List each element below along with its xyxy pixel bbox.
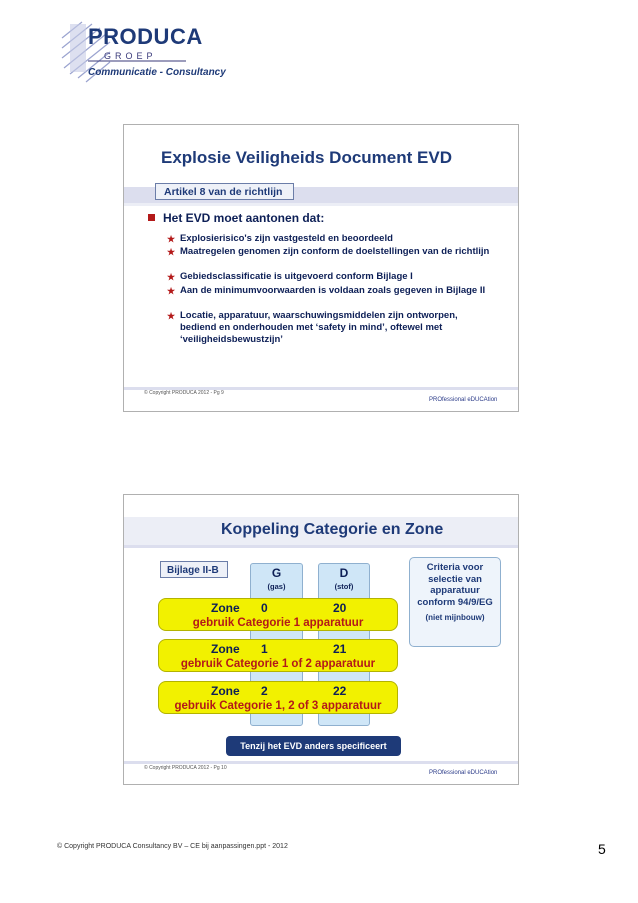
zone-label: Zone — [211, 601, 240, 615]
slide-stripe — [124, 545, 518, 548]
zone-label: Zone — [211, 642, 240, 656]
zone-band — [158, 598, 398, 631]
bullet-item — [167, 271, 500, 283]
subtitle-box: Artikel 8 van de richtlijn — [155, 183, 294, 200]
slide-copyright: © Copyright PRODUCA 2012 - Pg 10 — [144, 765, 227, 771]
main-bullet — [148, 211, 324, 225]
slide-stripe — [124, 761, 518, 764]
zone-gebruik: gebruik Categorie 1 of 2 apparatuur — [180, 658, 376, 670]
criteria-box — [409, 557, 501, 647]
zone-d-value: 20 — [333, 601, 347, 615]
page-footer-copyright: © Copyright PRODUCA Consultancy BV – CE bij aanpassingen.ppt - 2012 — [57, 843, 288, 850]
bullet-text: Locatie, apparatuur, waarschuwingsmiddelen zijn ontworpen, bediend en onderhouden met ‘safety in mind’, oftewel met ‘veiligheidsbewustzijn’ — [180, 310, 458, 345]
criteria-text: Criteria voor selectie van apparatuur conform 94/9/EG — [417, 562, 493, 608]
star-bullet-icon: ★ — [167, 311, 176, 321]
zone-g-value: 2 — [261, 684, 268, 698]
zone-band — [158, 639, 398, 672]
star-bullet-icon: ★ — [167, 234, 176, 244]
column-letter: D — [339, 566, 349, 580]
tenzij-box: Tenzij het EVD anders specificeert — [226, 736, 401, 756]
logo-name: PRODUCA — [88, 24, 203, 49]
square-bullet-icon — [148, 214, 155, 221]
column-sub: (gas) — [267, 582, 286, 591]
slide-profession: PROfessional eDUCAtion — [429, 397, 498, 403]
logo-groep: GROEP — [104, 51, 157, 61]
zone-band — [158, 681, 398, 714]
slide-profession: PROfessional eDUCAtion — [429, 770, 498, 776]
column-sub: (stof) — [334, 582, 354, 591]
bullet-item — [167, 285, 500, 297]
bullet-text: Aan de minimumvoorwaarden is voldaan zoals gegeven in Bijlage II — [180, 285, 486, 296]
bullet-text: Gebiedsclassificatie is uitgevoerd conform Bijlage I — [180, 271, 413, 282]
bijlage-box: Bijlage II-B — [160, 561, 228, 578]
star-bullet-icon: ★ — [167, 272, 176, 282]
zone-g-value: 0 — [261, 601, 268, 615]
slide-stripe — [124, 203, 518, 206]
zone-label: Zone — [211, 684, 240, 698]
page-number: 5 — [598, 841, 606, 857]
slide-koppeling-categorie — [123, 494, 519, 785]
bullet-item — [167, 246, 500, 258]
criteria-sub: (niet mijnbouw) — [425, 613, 485, 622]
star-bullet-icon: ★ — [167, 247, 176, 257]
bullet-item — [167, 233, 500, 245]
zone-gebruik: gebruik Categorie 1 apparatuur — [192, 617, 364, 629]
zone-d-value: 22 — [333, 684, 347, 698]
logo-tagline: Communicatie - Consultancy — [88, 67, 226, 78]
bullet-text: Maatregelen genomen zijn conform de doelstellingen van de richtlijn — [180, 246, 490, 257]
column-letter: G — [271, 566, 282, 580]
zone-g-value: 1 — [261, 642, 268, 656]
zone-d-value: 21 — [333, 642, 347, 656]
main-bullet-text: Het EVD moet aantonen dat: — [163, 211, 325, 225]
slide-explosie-veiligheid — [123, 124, 519, 412]
slide-copyright: © Copyright PRODUCA 2012 - Pg 9 — [144, 390, 224, 396]
slide-title: Explosie Veiligheids Document EVD — [161, 148, 452, 167]
zone-gebruik: gebruik Categorie 1, 2 of 3 apparatuur — [174, 700, 382, 712]
star-bullet-icon: ★ — [167, 286, 176, 296]
slide-title: Koppeling Categorie en Zone — [221, 521, 444, 538]
bullet-text: Explosierisico's zijn vastgesteld en beoordeeld — [180, 233, 393, 244]
bullet-item — [167, 310, 480, 346]
